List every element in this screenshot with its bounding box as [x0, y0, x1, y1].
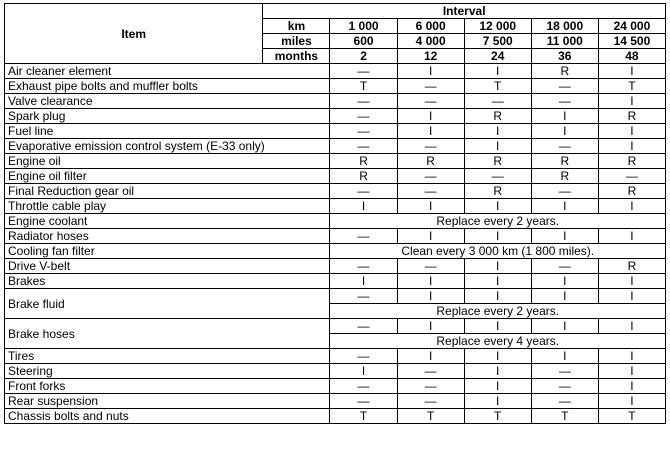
interval-cell: I	[397, 64, 464, 79]
interval-value: 4 000	[397, 34, 464, 49]
interval-cell: I	[598, 229, 665, 244]
interval-cell: —	[397, 139, 464, 154]
interval-cell: I	[330, 199, 397, 214]
interval-cell: R	[464, 109, 531, 124]
item-name: Rear suspension	[5, 394, 330, 409]
table-row	[5, 109, 666, 124]
interval-cell: I	[598, 199, 665, 214]
interval-note: Replace every 2 years.	[330, 304, 666, 319]
interval-cell: R	[531, 64, 598, 79]
interval-cell: I	[464, 349, 531, 364]
interval-cell: R	[397, 154, 464, 169]
table-header	[5, 4, 666, 64]
interval-cell: I	[464, 199, 531, 214]
item-name: Air cleaner element	[5, 64, 330, 79]
interval-cell: I	[464, 289, 531, 304]
interval-cell: R	[598, 259, 665, 274]
interval-value: 24	[464, 49, 531, 64]
interval-cell: T	[330, 409, 397, 424]
interval-cell: I	[464, 394, 531, 409]
table-row	[5, 139, 666, 154]
table-row	[5, 79, 666, 94]
interval-cell: R	[531, 154, 598, 169]
interval-cell: I	[598, 364, 665, 379]
interval-value: 600	[330, 34, 397, 49]
table-row	[5, 319, 666, 334]
maintenance-schedule	[4, 3, 666, 424]
interval-cell: —	[397, 169, 464, 184]
item-name: Engine oil	[5, 154, 330, 169]
item-name: Tires	[5, 349, 330, 364]
interval-cell: I	[531, 199, 598, 214]
interval-cell: —	[330, 319, 397, 334]
interval-cell: —	[330, 124, 397, 139]
item-name: Final Reduction gear oil	[5, 184, 330, 199]
item-name: Radiator hoses	[5, 229, 330, 244]
table-row	[5, 289, 666, 304]
interval-cell: —	[464, 94, 531, 109]
interval-cell: I	[397, 109, 464, 124]
interval-cell: I	[464, 379, 531, 394]
table-row	[5, 64, 666, 79]
interval-cell: R	[330, 154, 397, 169]
unit-label: months	[263, 49, 330, 64]
table-row	[5, 214, 666, 229]
item-name: Throttle cable play	[5, 199, 330, 214]
item-name: Front forks	[5, 379, 330, 394]
interval-cell: —	[330, 289, 397, 304]
interval-cell: I	[598, 349, 665, 364]
interval-cell: I	[397, 124, 464, 139]
table-row	[5, 259, 666, 274]
interval-cell: —	[531, 379, 598, 394]
interval-cell: I	[397, 319, 464, 334]
interval-value: 14 500	[598, 34, 665, 49]
interval-cell: I	[464, 229, 531, 244]
interval-cell: —	[330, 109, 397, 124]
table-row	[5, 244, 666, 259]
interval-cell: —	[397, 259, 464, 274]
interval-cell: I	[531, 109, 598, 124]
item-column-header: Item	[5, 4, 263, 64]
interval-cell: I	[598, 274, 665, 289]
table-row	[5, 169, 666, 184]
interval-value: 18 000	[531, 19, 598, 34]
interval-cell: T	[531, 409, 598, 424]
interval-cell: I	[598, 64, 665, 79]
unit-label: km	[263, 19, 330, 34]
interval-value: 24 000	[598, 19, 665, 34]
table-row	[5, 274, 666, 289]
interval-cell: —	[397, 379, 464, 394]
interval-note: Replace every 2 years.	[330, 214, 666, 229]
interval-cell: R	[531, 169, 598, 184]
interval-cell: I	[531, 229, 598, 244]
table-row	[5, 409, 666, 424]
item-name: Valve clearance	[5, 94, 330, 109]
interval-cell: I	[598, 394, 665, 409]
interval-cell: I	[464, 64, 531, 79]
interval-cell: —	[531, 364, 598, 379]
interval-cell: —	[330, 64, 397, 79]
table-row	[5, 364, 666, 379]
interval-value: 48	[598, 49, 665, 64]
interval-value: 36	[531, 49, 598, 64]
interval-cell: —	[330, 259, 397, 274]
item-name: Evaporative emission control system (E-33 only)	[5, 139, 330, 154]
interval-cell: R	[464, 154, 531, 169]
item-name: Engine oil filter	[5, 169, 330, 184]
interval-cell: T	[598, 79, 665, 94]
item-name: Spark plug	[5, 109, 330, 124]
interval-cell: —	[397, 364, 464, 379]
table-row	[5, 154, 666, 169]
item-name: Brakes	[5, 274, 330, 289]
table-row	[5, 349, 666, 364]
interval-cell: I	[598, 139, 665, 154]
interval-cell: I	[598, 319, 665, 334]
interval-cell: I	[598, 124, 665, 139]
interval-cell: R	[598, 109, 665, 124]
table-row	[5, 124, 666, 139]
interval-note: Clean every 3 000 km (1 800 miles).	[330, 244, 666, 259]
interval-cell: —	[397, 184, 464, 199]
unit-label: miles	[263, 34, 330, 49]
interval-cell: I	[464, 259, 531, 274]
interval-cell: I	[464, 124, 531, 139]
interval-cell: T	[598, 409, 665, 424]
interval-cell: I	[330, 364, 397, 379]
item-name: Cooling fan filter	[5, 244, 330, 259]
item-name: Exhaust pipe bolts and muffler bolts	[5, 79, 330, 94]
interval-cell: —	[330, 229, 397, 244]
table-row	[5, 94, 666, 109]
table-body	[5, 64, 666, 424]
interval-value: 2	[330, 49, 397, 64]
interval-cell: R	[464, 184, 531, 199]
interval-cell: I	[464, 139, 531, 154]
interval-value: 1 000	[330, 19, 397, 34]
interval-cell: I	[598, 94, 665, 109]
interval-cell: T	[330, 79, 397, 94]
interval-cell: —	[531, 259, 598, 274]
interval-cell: —	[531, 94, 598, 109]
interval-cell: I	[531, 124, 598, 139]
interval-value: 6 000	[397, 19, 464, 34]
interval-cell: —	[330, 184, 397, 199]
interval-cell: —	[397, 79, 464, 94]
item-name: Chassis bolts and nuts	[5, 409, 330, 424]
interval-value: 11 000	[531, 34, 598, 49]
interval-cell: —	[531, 394, 598, 409]
table-row	[5, 184, 666, 199]
interval-cell: I	[464, 319, 531, 334]
interval-cell: —	[330, 394, 397, 409]
item-name: Fuel line	[5, 124, 330, 139]
table-row	[5, 199, 666, 214]
interval-cell: I	[330, 274, 397, 289]
table-row	[5, 394, 666, 409]
interval-cell: —	[464, 169, 531, 184]
interval-cell: —	[531, 79, 598, 94]
interval-cell: I	[397, 274, 464, 289]
interval-cell: T	[464, 409, 531, 424]
item-name: Engine coolant	[5, 214, 330, 229]
interval-cell: I	[531, 289, 598, 304]
interval-cell: —	[330, 349, 397, 364]
interval-cell: —	[330, 94, 397, 109]
interval-note: Replace every 4 years.	[330, 334, 666, 349]
interval-cell: —	[397, 94, 464, 109]
interval-cell: I	[397, 229, 464, 244]
table-row	[5, 379, 666, 394]
interval-cell: —	[397, 394, 464, 409]
interval-cell: I	[464, 364, 531, 379]
interval-value: 7 500	[464, 34, 531, 49]
interval-value: 12	[397, 49, 464, 64]
interval-cell: R	[330, 169, 397, 184]
interval-cell: I	[598, 379, 665, 394]
interval-cell: I	[531, 319, 598, 334]
table-row	[5, 229, 666, 244]
interval-cell: R	[598, 184, 665, 199]
interval-cell: —	[531, 184, 598, 199]
interval-cell: I	[531, 349, 598, 364]
interval-cell: I	[531, 274, 598, 289]
interval-cell: R	[598, 154, 665, 169]
interval-cell: T	[464, 79, 531, 94]
interval-cell: T	[397, 409, 464, 424]
interval-cell: I	[397, 199, 464, 214]
maintenance-table	[4, 3, 666, 424]
item-name: Drive V-belt	[5, 259, 330, 274]
item-name: Steering	[5, 364, 330, 379]
item-name: Brake fluid	[5, 289, 330, 319]
interval-cell: —	[531, 139, 598, 154]
interval-cell: I	[397, 289, 464, 304]
interval-cell: —	[330, 379, 397, 394]
interval-cell: —	[330, 139, 397, 154]
interval-cell: I	[464, 274, 531, 289]
interval-header: Interval	[263, 4, 666, 19]
interval-value: 12 000	[464, 19, 531, 34]
interval-cell: —	[598, 169, 665, 184]
item-name: Brake hoses	[5, 319, 330, 349]
interval-cell: I	[397, 349, 464, 364]
interval-cell: I	[598, 289, 665, 304]
